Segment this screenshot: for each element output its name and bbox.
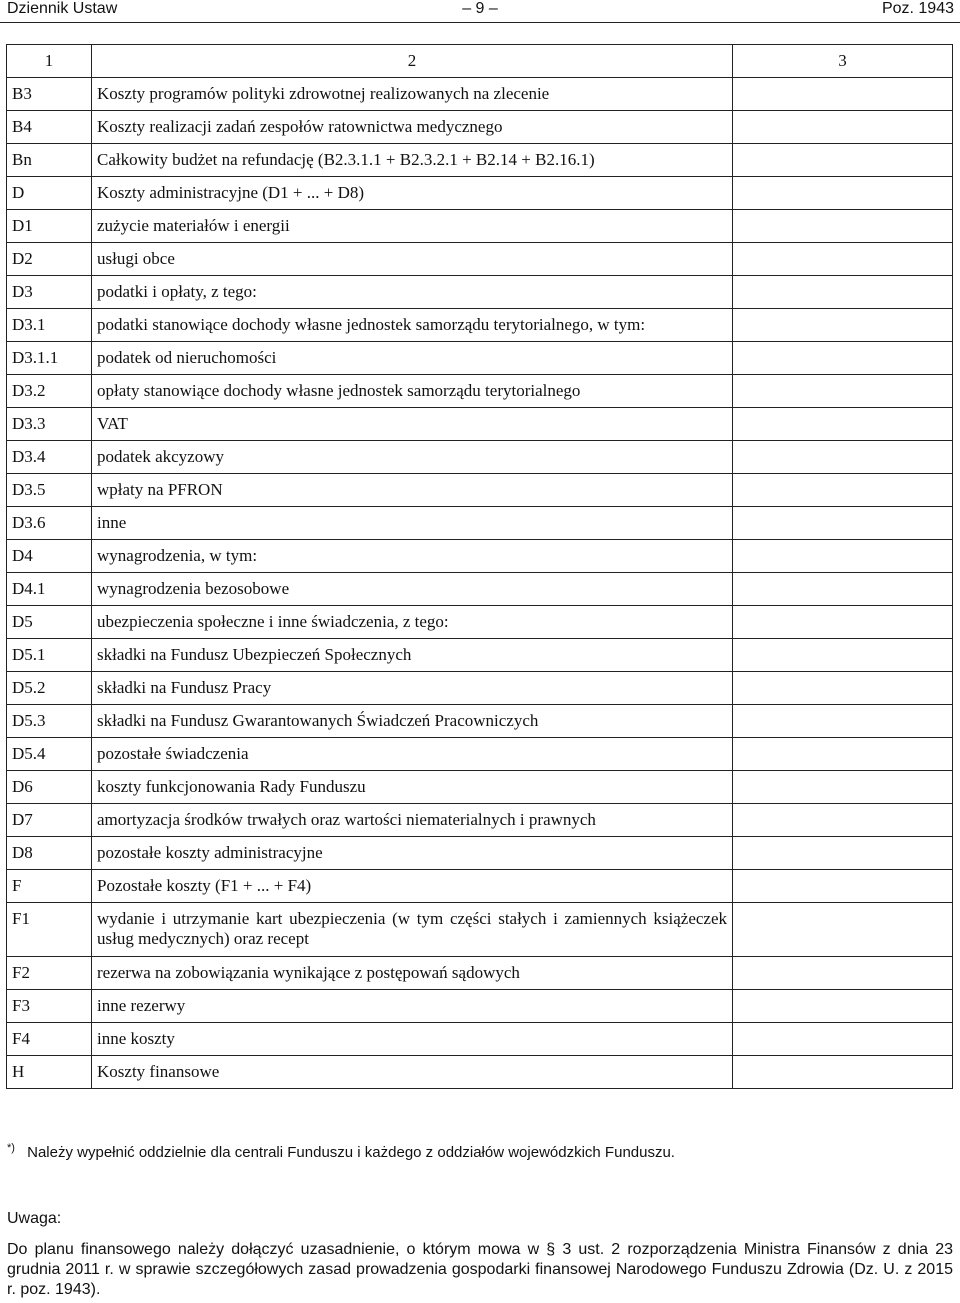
row-description: Pozostałe koszty (F1 + ... + F4) <box>92 870 733 903</box>
table-row <box>7 243 953 276</box>
table-row <box>7 78 953 111</box>
row-value-cell <box>733 738 953 771</box>
row-code: D7 <box>7 804 92 837</box>
row-description: inne koszty <box>92 1023 733 1056</box>
table-row <box>7 990 953 1023</box>
row-description: wydanie i utrzymanie kart ubezpieczenia (w tym części stałych i zamiennych książeczek usług medycznych) oraz recept <box>92 903 733 957</box>
row-code: D5 <box>7 606 92 639</box>
row-description: Całkowity budżet na refundację (B2.3.1.1 + B2.3.2.1 + B2.14 + B2.16.1) <box>92 144 733 177</box>
row-description: ubezpieczenia społeczne i inne świadczenia, z tego: <box>92 606 733 639</box>
row-code: F4 <box>7 1023 92 1056</box>
table-row <box>7 903 953 957</box>
row-value-cell <box>733 375 953 408</box>
footnote-marker: *) <box>7 1142 15 1154</box>
journal-name: Dziennik Ustaw <box>7 0 118 17</box>
row-description: wynagrodzenia, w tym: <box>92 540 733 573</box>
row-description: wynagrodzenia bezosobowe <box>92 573 733 606</box>
row-description: koszty funkcjonowania Rady Funduszu <box>92 771 733 804</box>
row-description: podatek od nieruchomości <box>92 342 733 375</box>
row-description: składki na Fundusz Gwarantowanych Świadczeń Pracowniczych <box>92 705 733 738</box>
table-row <box>7 375 953 408</box>
row-description: rezerwa na zobowiązania wynikające z postępowań sądowych <box>92 957 733 990</box>
row-description: podatki i opłaty, z tego: <box>92 276 733 309</box>
row-code: H <box>7 1056 92 1089</box>
row-value-cell <box>733 705 953 738</box>
table-row <box>7 309 953 342</box>
row-code: F <box>7 870 92 903</box>
row-code: F3 <box>7 990 92 1023</box>
row-value-cell <box>733 573 953 606</box>
row-code: D3.5 <box>7 474 92 507</box>
row-code: D3.1.1 <box>7 342 92 375</box>
row-description: zużycie materiałów i energii <box>92 210 733 243</box>
row-code: D3.6 <box>7 507 92 540</box>
table-row <box>7 540 953 573</box>
row-code: D4 <box>7 540 92 573</box>
row-value-cell <box>733 990 953 1023</box>
row-value-cell <box>733 957 953 990</box>
row-code: D3.3 <box>7 408 92 441</box>
table-row <box>7 276 953 309</box>
row-description: pozostałe świadczenia <box>92 738 733 771</box>
row-value-cell <box>733 639 953 672</box>
remark-text: Do planu finansowego należy dołączyć uzasadnienie, o którym mowa w § 3 ust. 2 rozporządzenia Ministra Finansów z dnia 23 grudnia 2011 r. w sprawie szczegółowych zasad prowadzenia gospodarki finansowej Narodowego Funduszu Zdrowia (Dz. U. z 2015 r. poz. 1943). <box>7 1241 953 1298</box>
row-value-cell <box>733 441 953 474</box>
table-row <box>7 144 953 177</box>
row-value-cell <box>733 804 953 837</box>
row-description: inne rezerwy <box>92 990 733 1023</box>
position-number: Poz. 1943 <box>881 0 954 17</box>
row-value-cell <box>733 1056 953 1089</box>
row-value-cell <box>733 309 953 342</box>
row-description: podatki stanowiące dochody własne jednostek samorządu terytorialnego, w tym: <box>92 309 733 342</box>
row-description: VAT <box>92 408 733 441</box>
row-value-cell <box>733 870 953 903</box>
table-row <box>7 1023 953 1056</box>
row-value-cell <box>733 837 953 870</box>
column-header: 2 <box>92 45 733 78</box>
cost-table <box>6 44 953 1089</box>
table-row <box>7 672 953 705</box>
row-description: Koszty programów polityki zdrowotnej realizowanych na zlecenie <box>92 78 733 111</box>
row-value-cell <box>733 1023 953 1056</box>
row-value-cell <box>733 771 953 804</box>
row-description: opłaty stanowiące dochody własne jednostek samorządu terytorialnego <box>92 375 733 408</box>
row-code: F1 <box>7 903 92 957</box>
row-value-cell <box>733 342 953 375</box>
table-row <box>7 573 953 606</box>
row-value-cell <box>733 540 953 573</box>
table-row <box>7 210 953 243</box>
column-header: 1 <box>7 45 92 78</box>
table-row <box>7 957 953 990</box>
row-description: pozostałe koszty administracyjne <box>92 837 733 870</box>
row-code: D5.2 <box>7 672 92 705</box>
table-row <box>7 639 953 672</box>
row-value-cell <box>733 243 953 276</box>
table-row <box>7 474 953 507</box>
table-row <box>7 177 953 210</box>
row-value-cell <box>733 177 953 210</box>
row-description: inne <box>92 507 733 540</box>
table-row <box>7 342 953 375</box>
row-code: D6 <box>7 771 92 804</box>
row-code: B4 <box>7 111 92 144</box>
row-description: składki na Fundusz Ubezpieczeń Społecznych <box>92 639 733 672</box>
row-value-cell <box>733 903 953 957</box>
page-number: – 9 – <box>462 0 498 17</box>
row-code: D3.1 <box>7 309 92 342</box>
row-value-cell <box>733 210 953 243</box>
table-row <box>7 408 953 441</box>
table-header-row <box>7 45 953 78</box>
table-row <box>7 1056 953 1089</box>
row-description: Koszty finansowe <box>92 1056 733 1089</box>
row-description: Koszty realizacji zadań zespołów ratownictwa medycznego <box>92 111 733 144</box>
row-description: podatek akcyzowy <box>92 441 733 474</box>
table-row <box>7 771 953 804</box>
row-value-cell <box>733 507 953 540</box>
table-row <box>7 111 953 144</box>
row-code: D3.2 <box>7 375 92 408</box>
row-description: amortyzacja środków trwałych oraz wartości niematerialnych i prawnych <box>92 804 733 837</box>
row-code: Bn <box>7 144 92 177</box>
remark-label: Uwaga: <box>7 1210 62 1227</box>
footnote <box>7 1142 953 1161</box>
footnote-text: Należy wypełnić oddzielnie dla centrali Funduszu i każdego z oddziałów wojewódzkich Funduszu. <box>27 1144 675 1161</box>
row-code: D5.3 <box>7 705 92 738</box>
row-code: D3 <box>7 276 92 309</box>
row-code: D5.1 <box>7 639 92 672</box>
table-row <box>7 870 953 903</box>
row-value-cell <box>733 672 953 705</box>
row-value-cell <box>733 474 953 507</box>
table-row <box>7 507 953 540</box>
row-code: D2 <box>7 243 92 276</box>
row-code: D <box>7 177 92 210</box>
row-code: D3.4 <box>7 441 92 474</box>
row-value-cell <box>733 144 953 177</box>
row-value-cell <box>733 408 953 441</box>
row-value-cell <box>733 111 953 144</box>
row-value-cell <box>733 606 953 639</box>
column-header: 3 <box>733 45 953 78</box>
row-value-cell <box>733 276 953 309</box>
row-code: B3 <box>7 78 92 111</box>
row-value-cell <box>733 78 953 111</box>
row-code: D1 <box>7 210 92 243</box>
table-row <box>7 804 953 837</box>
row-code: D8 <box>7 837 92 870</box>
table-row <box>7 606 953 639</box>
row-description: składki na Fundusz Pracy <box>92 672 733 705</box>
row-description: wpłaty na PFRON <box>92 474 733 507</box>
row-code: F2 <box>7 957 92 990</box>
table-row <box>7 738 953 771</box>
row-description: usługi obce <box>92 243 733 276</box>
table-row <box>7 837 953 870</box>
row-description: Koszty administracyjne (D1 + ... + D8) <box>92 177 733 210</box>
row-code: D4.1 <box>7 573 92 606</box>
page-header <box>0 0 960 23</box>
table-row <box>7 441 953 474</box>
row-code: D5.4 <box>7 738 92 771</box>
table-row <box>7 705 953 738</box>
